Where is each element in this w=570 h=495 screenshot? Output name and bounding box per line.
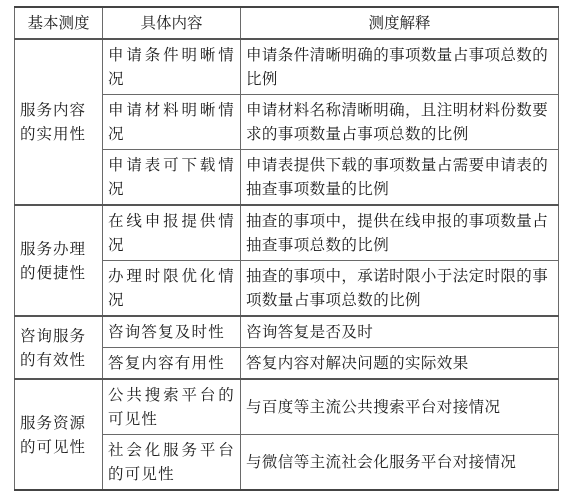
header-basic-measure: 基本测度 — [15, 7, 103, 39]
content-cell: 申请表可下载情况 — [103, 150, 241, 206]
content-cell: 社会化服务平台的可见性 — [103, 435, 241, 491]
explanation-cell: 申请材料名称清晰明确，且注明材料份数要求的事项数量占事项总数的比例 — [241, 95, 559, 150]
dimension-cell: 服务办理的便捷性 — [15, 205, 103, 316]
header-specific-content: 具体内容 — [103, 7, 241, 39]
header-measure-explanation: 测度解释 — [241, 7, 559, 39]
explanation-cell: 与百度等主流公共搜索平台对接情况 — [241, 379, 559, 435]
table-row — [15, 379, 559, 435]
content-cell: 公共搜索平台的可见性 — [103, 379, 241, 435]
explanation-cell: 抽查的事项中，提供在线申报的事项数量占抽查事项总数的比例 — [241, 205, 559, 261]
measurement-table — [14, 6, 559, 491]
content-cell: 在线申报提供情况 — [103, 205, 241, 261]
table-container — [14, 6, 558, 491]
dimension-cell: 服务资源的可见性 — [15, 379, 103, 490]
header-row — [15, 7, 559, 39]
explanation-cell: 与微信等主流社会化服务平台对接情况 — [241, 435, 559, 491]
content-cell: 申请材料明晰情况 — [103, 95, 241, 150]
explanation-cell: 申请条件清晰明确的事项数量占事项总数的比例 — [241, 39, 559, 95]
explanation-cell: 申请表提供下载的事项数量占需要申请表的抽查事项数量的比例 — [241, 150, 559, 206]
table-row — [15, 316, 559, 348]
dimension-cell: 咨询服务的有效性 — [15, 316, 103, 379]
explanation-cell: 答复内容对解决问题的实际效果 — [241, 348, 559, 380]
explanation-cell: 咨询答复是否及时 — [241, 316, 559, 348]
explanation-cell: 抽查的事项中，承诺时限小于法定时限的事项数量占事项总数的比例 — [241, 261, 559, 317]
content-cell: 办理时限优化情况 — [103, 261, 241, 317]
table-row — [15, 39, 559, 95]
dimension-cell: 服务内容的实用性 — [15, 39, 103, 205]
content-cell: 申请条件明晰情况 — [103, 39, 241, 95]
content-cell: 咨询答复及时性 — [103, 316, 241, 348]
content-cell: 答复内容有用性 — [103, 348, 241, 380]
table-row — [15, 205, 559, 261]
